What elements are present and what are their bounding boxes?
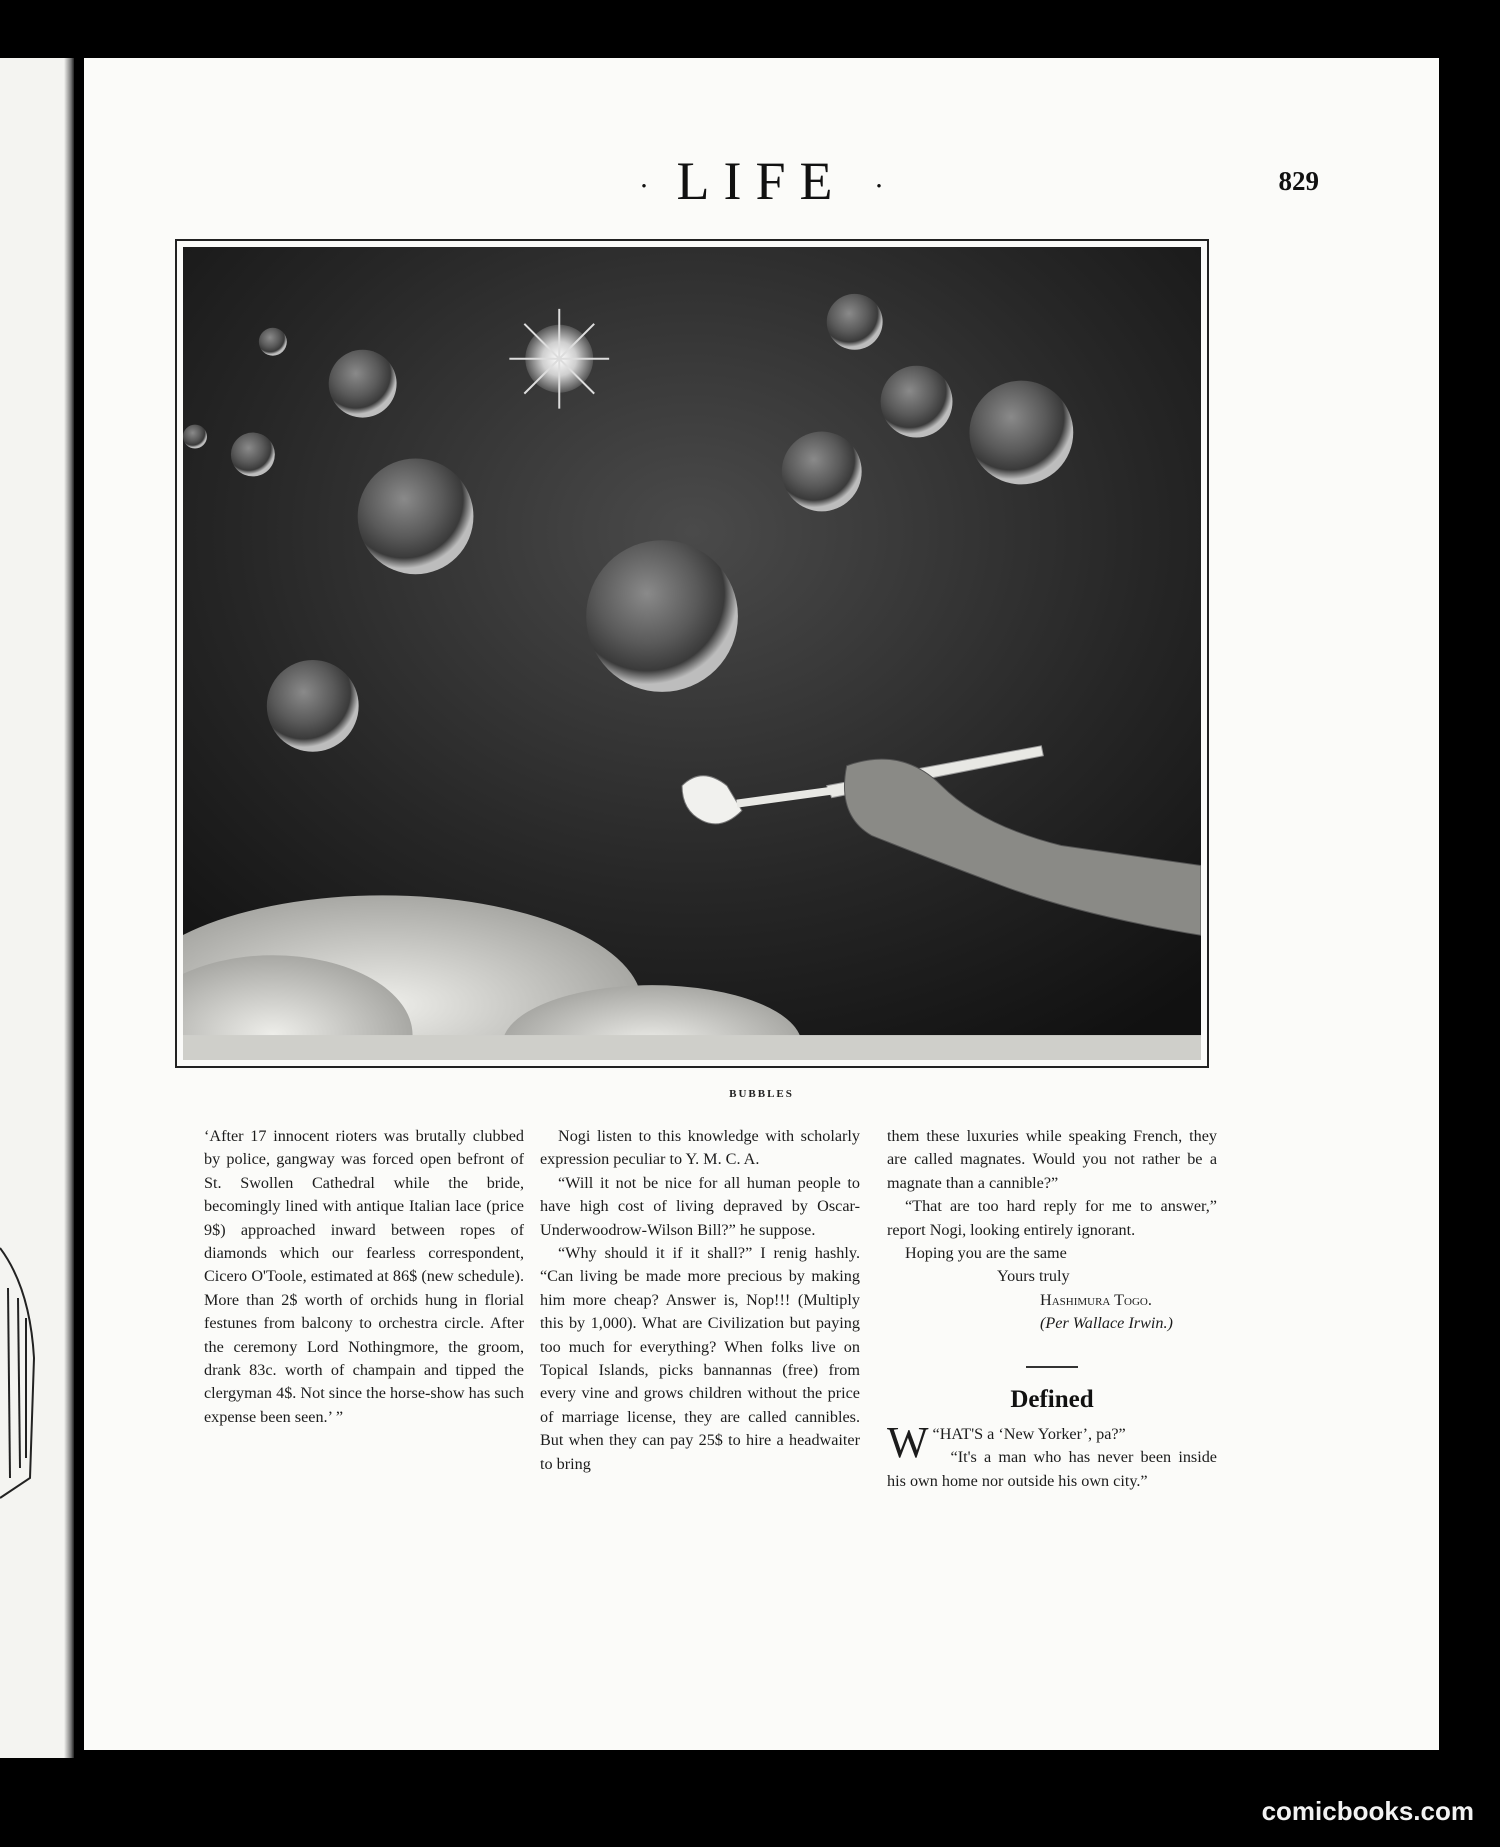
defined-answer: “It's a man who has never been inside his own home nor outside his own city.”: [887, 1448, 1217, 1490]
gutter-shadow: [64, 58, 74, 1758]
article-paragraph: Nogi listen to this knowledge with scholarly expression peculiar to Y. M. C. A.: [540, 1127, 860, 1169]
author-credit: (Per Wallace Irwin.): [1040, 1314, 1173, 1333]
closing-line: Hoping you are the same: [905, 1244, 1067, 1263]
magazine-page: [84, 58, 1439, 1750]
facing-page-illustration-fragment: [0, 58, 74, 1758]
article-paragraph: “That are too hard reply for me to answer,” report Nogi, looking entirely ignorant.: [887, 1197, 1217, 1239]
section-divider: [1026, 1366, 1078, 1368]
defined-question: [887, 1418, 1217, 1468]
facing-page-edge: [0, 58, 74, 1758]
bubbles-illustration: [175, 239, 1209, 1068]
watermark: comicbooks.com: [1261, 1796, 1474, 1826]
author-signature: Hashimura Togo.: [1040, 1290, 1152, 1309]
article-paragraph: them these luxuries while speaking French, they are called magnates. Would you not rather be a magnate than a cannible?”: [887, 1127, 1217, 1192]
opening-quote: “: [932, 1425, 940, 1444]
masthead-ornament-right: ·: [874, 169, 884, 203]
section-heading-defined: Defined: [1010, 1385, 1094, 1413]
masthead: [84, 150, 1439, 212]
page-number: 829: [1278, 166, 1319, 196]
article-paragraph: “Will it not be nice for all human people to have high cost of living depraved by Oscar-Underwoodrow-Wilson Bill?” he suppose.: [540, 1173, 860, 1239]
bubbles-artwork: [183, 247, 1201, 1060]
article-paragraph: ‘After 17 innocent rioters was brutally clubbed by police, gangway was forced open befront of St. Swollen Cathedral while the bride, becomingly lined with antique Italian lace (price 9$) approached inward between ropes of diamonds which our fearless correspondent, Cicero O'Toole, estimated at 86$ (new schedule). More than 2$ worth of orchids hung in florial festunes from balcony to orchestra circle. After the ceremony Lord Nothingmore, the groom, drank 83c. worth of champain and tipped the clergyman 4$. Not since the horse-show has such expense been seen.’ ”: [204, 1127, 524, 1426]
article-paragraph: “Why should it if it shall?” I renig hashly. “Can living be made more precious by making him more cheap? Answer is, Nop!!! (Multiply this by 1,000). What are Civilization but paying too much for everything? When folks live on Topical Islands, picks bannannas (free) from every vine and grows children without the price of marriage license, they are called cannibles. But when they can pay 25$ to hire a headwaiter to bring: [540, 1244, 860, 1473]
defined-question-text: HAT'S a ‘New Yorker’, pa?”: [939, 1425, 1126, 1444]
article-column-2: [540, 1125, 860, 1476]
masthead-title: LIFE: [676, 151, 847, 211]
sign-off: Yours truly: [997, 1267, 1070, 1286]
illustration-caption: BUBBLES: [729, 1088, 794, 1100]
article-column-3: [887, 1125, 1217, 1493]
drop-cap: W: [887, 1418, 929, 1468]
masthead-ornament-left: ·: [639, 169, 649, 203]
article-column-1: [204, 1125, 524, 1429]
